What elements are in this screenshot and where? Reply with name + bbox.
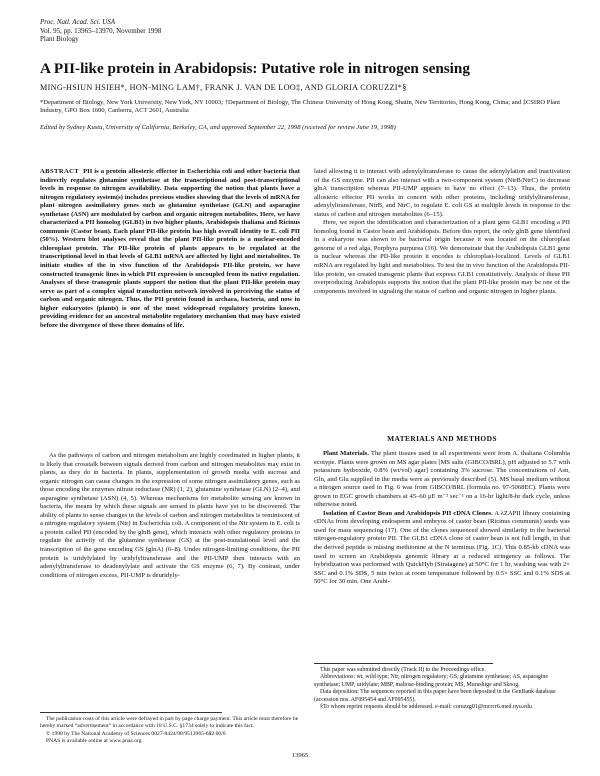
footnote-divider bbox=[314, 663, 493, 664]
introduction bbox=[40, 452, 300, 580]
copyright-note: © 1998 by The National Academy of Sciences 0027-8424/98/9513965-6$2.00/0 bbox=[46, 730, 226, 737]
intro-continued bbox=[314, 168, 570, 296]
journal-header bbox=[40, 18, 161, 44]
edited-by-line: Edited by Sydney Kustu, University of California, Berkeley, CA, and approved September 22, 1998 (received for review June 19, 1998) bbox=[40, 124, 396, 131]
journal-section: Plant Biology bbox=[40, 35, 79, 44]
methods-text: The plant tissues used in all experiments were from A. thaliana Columbia ecotype. Plants were grown on MS agar plates [MS salts (GIBCO/BRL), pH adjusted to 5.7 with potassium hydroxide, 0.8% (wt/vol) agar] containing 3% sucrose. The concentrations of Asn, Gln, and Glu supplied in the media were as previously described (5). MS basal medium without a nitrogen source used in Fig. 6 was from GIBCO/BRL (formula no. 97-5068EC). Plants were grown in EGC growth chambers at 45–60 μE m⁻² sec⁻¹ on a 16-hr light/8-hr dark cycle, unless otherwise noted. bbox=[314, 450, 570, 509]
footnote-left bbox=[40, 712, 300, 746]
abbreviations-note: Abbreviations: wt, wild type; Ntr, nitrogen regulatory; GS, glutamine synthetase; AS, asparagine synthetase; UMP, uridylate; MBP, maltose-binding protein; MS, Murashige and Skoog. bbox=[314, 674, 548, 688]
journal-volume: Vol. 95, pp. 13965–13970, November 1998 bbox=[40, 26, 162, 35]
paper-title: A PII-like protein in Arabidopsis: Putative role in nitrogen sensing bbox=[40, 60, 470, 77]
methods-heading: MATERIALS AND METHODS bbox=[387, 434, 497, 443]
abstract bbox=[40, 168, 300, 330]
pnas-online-note: PNAS is available online at www.pnas.org. bbox=[46, 738, 143, 745]
footnote-right bbox=[314, 663, 570, 711]
data-deposition-note: Data deposition: The sequences reported in this paper have been deposited in the GenBank database (accession nos. AF095454 and AF095455). bbox=[314, 689, 556, 703]
intro-paragraph: As the pathways of carbon and nitrogen metabolism are highly coordinated in higher plants, it is likely that crosstalk between signals derived from carbon and nitrogen metabolites may exist in plants, as they do in bacteria. In plants, supplementation of growth media with sucrose and organic nitrogen can cause changes in the expression of some nitrogen assimilatory genes, such as those encoding the enzymes nitrate reductase (NR) (1, 2), glutamine synthetase (GLN) (2–4), and asparagine synthetase (ASN) (4, 5). Whereas mechanisms for metabolite sensing are known in bacteria, the means by which these signals are sensed in plants have yet to be discovered. The ability of plants to sense changes in the levels of carbon and nitrogen metabolites is reminiscent of a nitrogen regulatory system (Ntr) in Escherichia coli. A component of the Ntr system in E. coli is a protein called PII (encoded by the glnB gene), which interacts with other regulatory proteins to regulate the activity of the glutamine synthetase (GS) at the post-translational level and the transcription of the gene encoding GS (glnA) (6–8). Under nitrogen-limiting conditions, the PII protein is uridylylated by uridylyltransferase and the PII-UMP then interacts with an adenylyltransferase to deadenylylate and activate the GS enzyme (6, 7). By contrast, under conditions of nitrogen excess, PII-UMP is deuridyly- bbox=[40, 452, 300, 579]
abstract-label: ABSTRACT bbox=[40, 168, 80, 175]
methods-paragraph bbox=[314, 510, 570, 587]
methods-section bbox=[314, 450, 570, 587]
methods-runin-heading: Plant Materials. bbox=[323, 450, 369, 457]
methods-paragraph bbox=[314, 450, 570, 510]
affiliations: *Department of Biology, New York University, New York, NY 10003; †Department of Biology, The Chinese University of Hong Kong, Shatin, New Territories, Hong Kong, China; and ‡CSIRO Plant Industry, GPO Box 1600, Canberra, ACT 2601, Australia bbox=[40, 99, 561, 115]
methods-text: A λZAPII library containing cDNAs from developing endosperm and embryos of castor bean (Ricinus communis) seeds was used for mass sequencing (17). One of the clones sequenced showed similarity to the bacterial nitrogen-regulatory protein PII. The GLB1 cDNA clone of castor bean is not full length, in that the derived peptide is missing methionine at the N terminus (Fig. 1C). This 0.85-kb cDNA was used to screen an Arabidopsis genomic library at a reduced stringency as follows. The hybridization was performed with QuickHyb (Stratagene) at 50°C for 1 hr, washing was with 2× SSC and 0.1% SDS, 5 min twice at room temperature followed by 0.5× SSC and 0.1% SDS at 50°C for 30 min. One Arabi- bbox=[314, 509, 570, 586]
journal-name: Proc. Natl. Acad. Sci. USA bbox=[40, 18, 116, 26]
reprint-request-note: §To whom reprint requests should be addressed. e-mail: coruzzg01@mcrcr6.med.nyu.edu. bbox=[320, 704, 534, 711]
submission-note: This paper was submitted directly (Track II) to the Proceedings office. bbox=[320, 667, 486, 673]
page-number: 13965 bbox=[291, 752, 309, 759]
abstract-text: PII is a protein allosteric effector in Escherichia coli and other bacteria that indirectly regulates glutamine synthetase at the transcriptional and post-transcriptional levels in response to nitrogen availability. Data supporting the notion that plants have a nitrogen regulatory system(s) includes previous studies showing that the levels of mRNA for plant nitrogen assimilatory genes such as glutamine synthetase (GLN) and asparagine synthetase (ASN) are modulated by carbon and organic nitrogen metabolites. Here, we have characterized a PII homolog (GLB1) in two higher plants, Arabidopsis thaliana and Ricinus communis (Castor bean). Each plant PII-like protein has high overall identity to E. coli PII (50%). Western blot analyses reveal that the plant PII-like protein is a nuclear-encoded chloroplast protein. The PII-like protein of plants appears to be regulated at the transcriptional level in that levels of GLB1 mRNA are affected by light and metabolites. To initiate studies of the in vivo function of the Arabidopsis PII-like protein, we have constructed transgenic lines in which PII expression is uncoupled from its native regulation. Analyses of these transgenic plants support the notion that the plant PII-like protein may serve as part of a complex signal transduction network involved in perceiving the status of carbon and organic nitrogen. Thus, the PII protein found in archaea, bacteria, and now in higher eukaryotes (plants) is one of the most widespread regulatory proteins known, providing evidence for an ancestral metabolite regulatory mechanism that may have existed before the divergence of these three domains of life. bbox=[40, 168, 300, 329]
methods-runin-heading: Isolation of Castor Bean and Arabidopsis PII cDNA Clones. bbox=[323, 509, 493, 517]
report-paragraph: Here, we report the identification and characterization of a plant gene GLB1 encoding a PII homolog found in Castor bean and Arabidopsis. Before this report, the only glnB gene identified in a eukaryote was shown to be bacterial origin because it was located on the chloroplast genome of a red alga, Porphyra purpurea (16). We demonstrate that the Arabidopsis GLB1 gene is nuclear whereas the PII-like protein it encodes is chloroplast-localized. Levels of GLB1 mRNA are regulated by light and metabolites. To test the in vivo function of the Arabidopsis PII-like protein, we created transgenic plants that express GLB1 constitutively. Analysis of these PII overproducing Arabidopsis supports the notion that the plant PII-like protein may be one of the components involved in signaling the status of carbon and organic nitrogen in higher plants. bbox=[314, 219, 570, 295]
intro-continued-paragraph: lated allowing it to interact with adenylyltransferase to cause the adenylylation and inactivation of the GS enzyme. PII can also interact with a two-component system (NtrB/NtrC) to decrease glnA transcription whereas PII-UMP appears to have no effect (7–13). Thus, the protein allosteric effector PII works in concert with other proteins, including uridylyltransferase, adenylyltransferase, NtrB, and NtrC, to regulate E. coli GS at multiple levels in response to the status of carbon and nitrogen metabolites (6–15). bbox=[314, 168, 570, 218]
publication-fee-note: The publication costs of this article were defrayed in part by page charge payment. This article must therefore be hereby marked “advertisement” in accordance with 18 U.S.C. §1734 solely to indicate this fact. bbox=[40, 716, 299, 730]
footnote-divider bbox=[40, 712, 222, 713]
author-list: MING-HSIUN HSIEH*, HON-MING LAM†, FRANK J. VAN DE LOO‡, AND GLORIA CORUZZI*§ bbox=[40, 83, 407, 92]
